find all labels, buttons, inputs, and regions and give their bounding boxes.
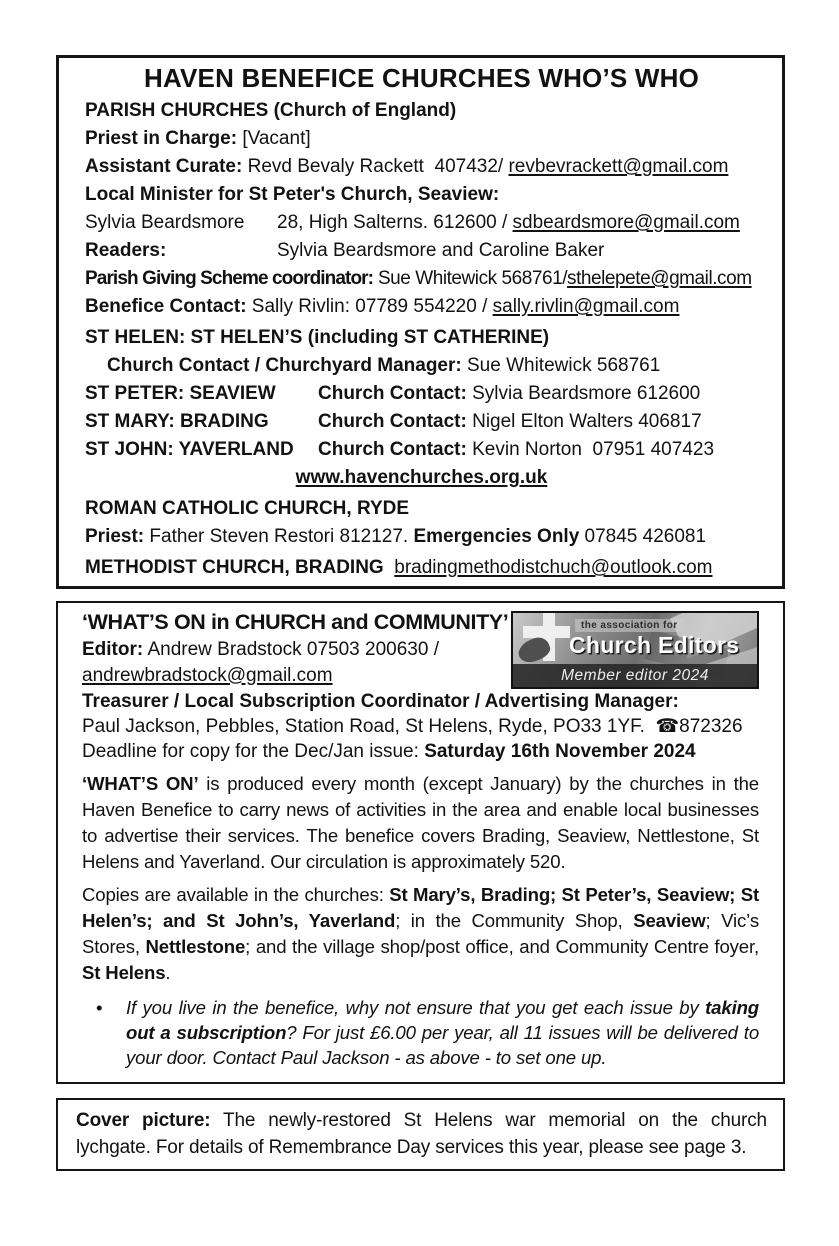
email-link[interactable]: bradingmethodistchuch@outlook.com	[394, 557, 713, 578]
whats-on-description	[82, 771, 759, 875]
text-segment: is produced every month (except January) by the churches in the Haven Benefice to carry news of activities in the area and enable local businesses to advertise their services. The benefice covers Brading, Seaview, Nettlestone, St Helens and Yaverland. Our circulation is approximately 520.	[82, 773, 759, 872]
text-segment: ? For just £6.00 per year, all 11 issues will be delivered to your door. Contact Paul Jackson - as above - to set one up.	[126, 1022, 760, 1068]
text-segment: Revd Bevaly Rackett 407432/	[242, 156, 509, 177]
text-line	[85, 209, 758, 237]
text-segment: Sylvia Beardsmore	[85, 212, 245, 233]
text-line	[82, 714, 759, 739]
text-line	[85, 464, 758, 492]
text-line	[85, 265, 758, 293]
text-segment: Paul Jackson, Pebbles, Station Road, St Helens, Ryde, PO33 1YF. ☎872326	[82, 716, 743, 737]
text-line	[85, 408, 758, 436]
text-segment	[384, 557, 395, 578]
whats-on-header	[82, 608, 759, 689]
text-segment: ; Vic’s Stores,	[82, 910, 759, 957]
email-link[interactable]: sally.rivlin@gmail.com	[492, 296, 680, 317]
text-line	[85, 495, 758, 523]
page	[0, 55, 839, 1246]
text-segment: ROMAN CATHOLIC CHURCH, RYDE	[85, 498, 410, 519]
text-segment: ; in the Community Shop,	[395, 910, 634, 931]
text-segment: Church Contact:	[318, 383, 467, 404]
text-segment: Parish Giving Scheme coordinator:	[85, 268, 374, 289]
text-segment: Priest:	[85, 526, 145, 547]
text-segment: Sylvia Beardsmore and Caroline Baker	[277, 240, 605, 261]
text-segment: taking out a subscription	[126, 997, 759, 1043]
whats-on-title: ‘WHAT’S ON in CHURCH and COMMUNITY’	[82, 610, 509, 634]
text-line	[85, 153, 758, 181]
text-segment: Kevin Norton 07951 407423	[466, 439, 715, 460]
text-segment: PARISH CHURCHES (Church of England)	[85, 100, 457, 121]
text-line	[82, 689, 759, 714]
text-segment: ; and the village shop/post office, and Community Centre foyer,	[245, 936, 760, 957]
text-segment: Church Contact:	[318, 411, 467, 432]
text-segment: St Helens	[82, 962, 166, 983]
bullet-marker: •	[96, 997, 103, 1018]
text-line	[85, 352, 758, 380]
text-segment: St Mary’s, Brading; St Peter’s, Seaview; St Helen’s; and St John’s, Yaverland	[82, 884, 759, 931]
whats-on-header-text	[82, 608, 509, 688]
text-segment: 28, High Salterns. 612600 /	[277, 212, 513, 233]
whos-who-box	[56, 55, 785, 589]
text-segment: ST JOHN: YAVERLAND	[85, 439, 294, 460]
text-segment: .	[165, 962, 171, 983]
cover-picture-box	[56, 1098, 785, 1171]
text-segment: Saturday 16th November 2024	[424, 741, 696, 762]
text-segment: METHODIST CHURCH, BRADING	[85, 557, 384, 578]
text-segment: Cover picture:	[76, 1110, 211, 1131]
text-line	[85, 293, 758, 321]
text-segment: 07845 426081	[579, 526, 707, 547]
email-link[interactable]: sthelepete@gmail.com	[567, 268, 752, 289]
text-segment: Church Contact:	[318, 439, 467, 460]
whats-on-box	[56, 601, 785, 1084]
text-segment: Local Minister for St Peter's Church, Seaview:	[85, 184, 500, 205]
text-segment: The newly-restored St Helens war memorial on the church lychgate. For details of Remembrance Day services this year, please see page 3.	[76, 1110, 767, 1158]
whats-on-paragraphs	[82, 771, 759, 1070]
badge-member-text: Member editor 2024	[513, 664, 757, 687]
text-segment: Father Steven Restori 812127.	[144, 526, 414, 547]
text-line	[85, 554, 758, 582]
text-segment: ST PETER: SEAVIEW	[85, 383, 276, 404]
email-link[interactable]: andrewbradstock@gmail.com	[82, 664, 333, 686]
text-line	[85, 380, 758, 408]
text-segment: Priest in Charge:	[85, 128, 238, 149]
whos-who-rows	[85, 97, 758, 582]
church-editors-badge	[511, 611, 759, 689]
text-segment: Readers:	[85, 240, 167, 261]
text-line	[82, 739, 759, 764]
text-line	[85, 436, 758, 464]
text-segment: Sylvia Beardsmore 612600	[466, 383, 701, 404]
text-line	[85, 97, 758, 125]
email-link[interactable]: revbevrackett@gmail.com	[508, 156, 729, 177]
text-line	[82, 637, 503, 663]
text-segment: [Vacant]	[237, 128, 311, 149]
text-segment: Andrew Bradstock 07503 200630 /	[143, 639, 439, 660]
badge-title: Church Editors	[569, 632, 740, 658]
text-segment: ST MARY: BRADING	[85, 411, 269, 432]
treasurer-deadline-rows	[82, 689, 759, 764]
text-segment: ‘WHAT’S ON’	[82, 773, 199, 794]
website-link[interactable]: www.havenchurches.org.uk	[295, 467, 548, 488]
text-segment: Deadline for copy for the Dec/Jan issue:	[82, 741, 425, 762]
text-segment: Sue Whitewick 568761/	[373, 268, 568, 289]
text-line	[85, 125, 758, 153]
whos-who-title: HAVEN BENEFICE CHURCHES WHO’S WHO	[143, 63, 700, 93]
cover-picture-text	[76, 1107, 767, 1161]
text-segment: Nigel Elton Walters 406817	[466, 411, 702, 432]
text-segment: Church Contact / Churchyard Manager:	[107, 355, 462, 376]
text-line	[85, 237, 758, 265]
email-link[interactable]: sdbeardsmore@gmail.com	[512, 212, 740, 233]
text-segment: Seaview	[633, 910, 706, 931]
text-segment: ST HELEN: ST HELEN’S (including ST CATHERINE)	[85, 327, 550, 348]
editor-contact-rows	[82, 637, 503, 688]
text-segment: Benefice Contact:	[85, 296, 247, 317]
text-segment: If you live in the benefice, why not ensure that you get each issue by	[126, 997, 706, 1018]
text-line	[85, 523, 758, 551]
text-segment: Sally Rivlin: 07789 554220 /	[246, 296, 493, 317]
text-segment: Editor:	[82, 639, 144, 660]
badge-association-text: the association for	[575, 619, 684, 632]
text-segment: Treasurer / Local Subscription Coordinator / Advertising Manager:	[82, 691, 679, 712]
text-line	[85, 181, 758, 209]
text-segment: Copies are available in the churches:	[82, 884, 390, 905]
subscription-note	[82, 995, 759, 1070]
text-segment: Sue Whitewick 568761	[461, 355, 661, 376]
text-segment: Emergencies Only	[413, 526, 580, 547]
text-segment: Nettlestone	[145, 936, 246, 957]
copies-availability	[82, 882, 759, 986]
text-segment: Assistant Curate:	[85, 156, 243, 177]
text-line	[85, 324, 758, 352]
text-line	[82, 663, 503, 689]
